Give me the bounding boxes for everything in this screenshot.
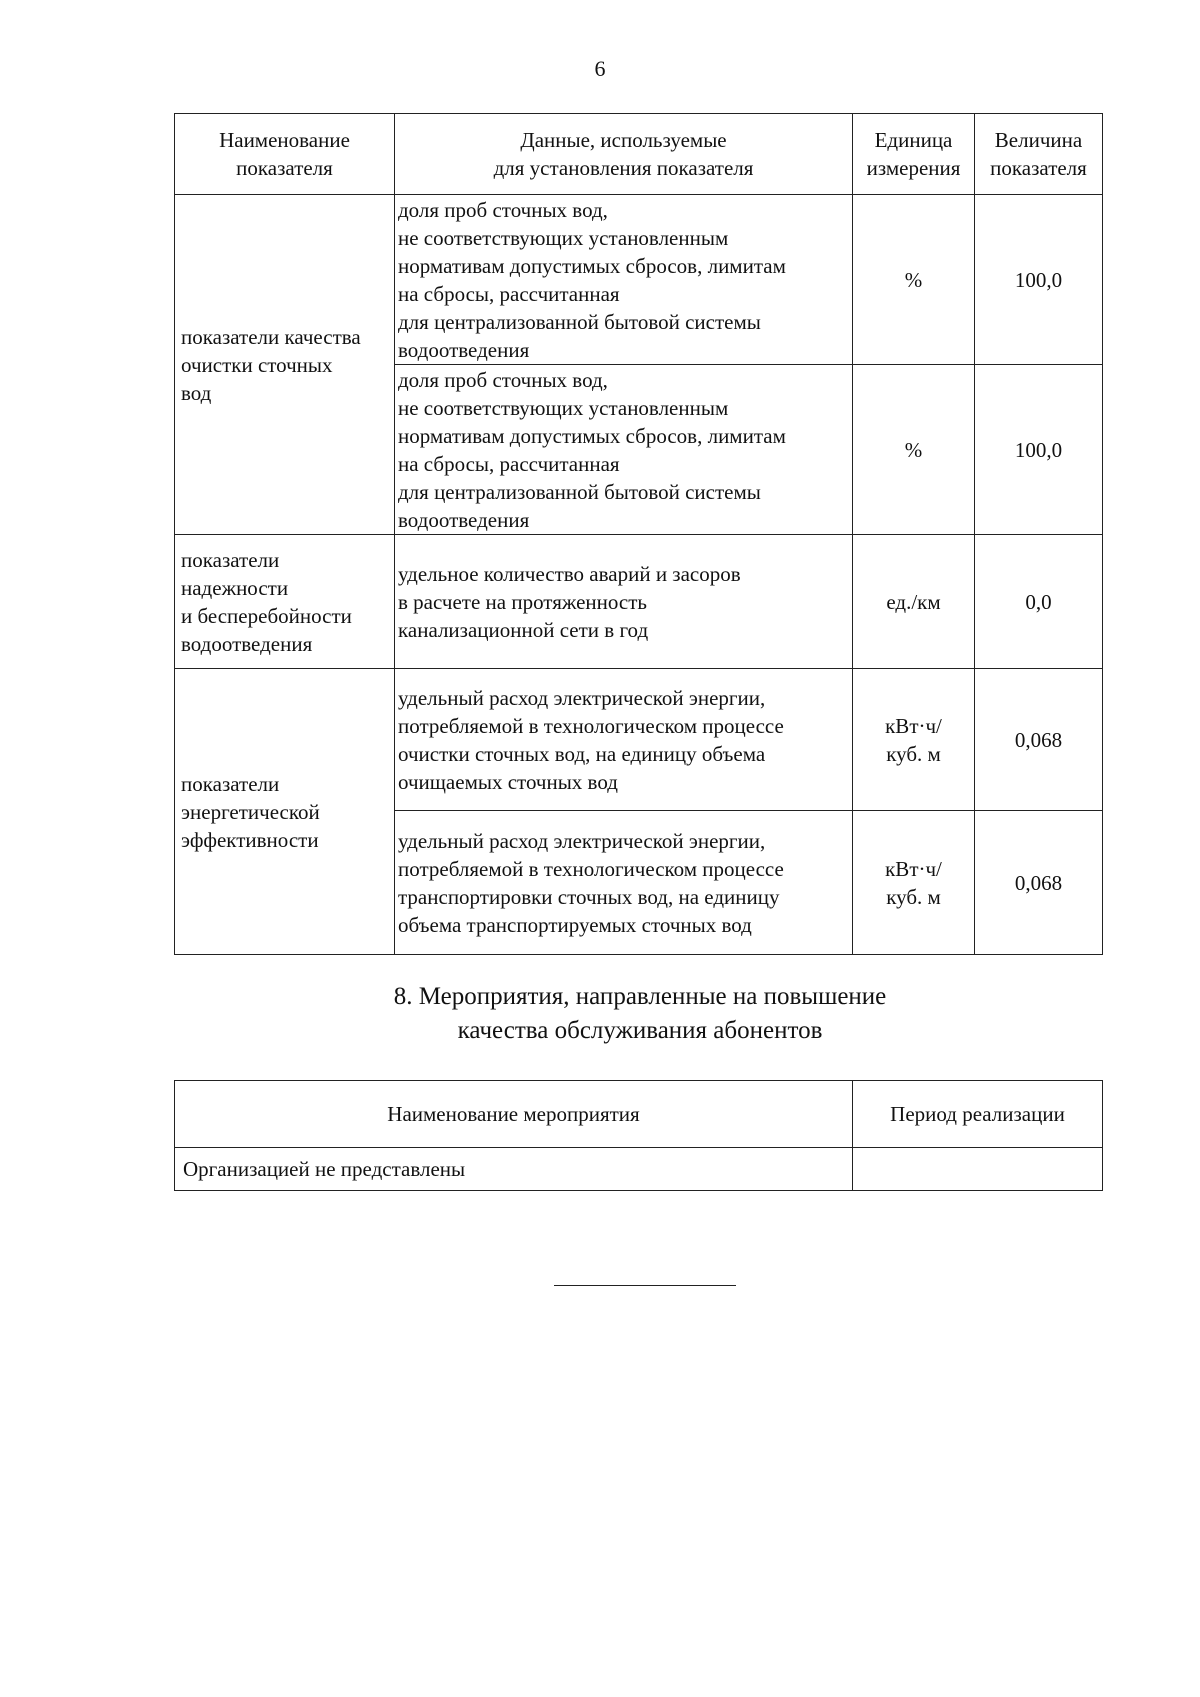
header-measure-name: Наименование мероприятия — [175, 1081, 853, 1148]
indicator-description: удельное количество аварий и засоров в расчете на протяженность канализационной сети в год — [395, 535, 853, 669]
end-separator-line — [554, 1285, 736, 1286]
indicator-description: удельный расход электрической энергии, потребляемой в технологическом процессе очистки сточных вод, на единицу объема очищаемых сточных вод — [395, 669, 853, 811]
header-period: Период реализации — [853, 1081, 1103, 1148]
indicator-value: 100,0 — [975, 365, 1103, 535]
header-unit: Единица измерения — [853, 114, 975, 195]
header-source-data: Данные, используемые для установления показателя — [395, 114, 853, 195]
measure-period — [853, 1148, 1103, 1191]
table-row — [175, 195, 1103, 365]
table-row — [175, 669, 1103, 811]
indicator-group-name: показатели качества очистки сточных вод — [175, 195, 395, 535]
indicator-unit: % — [853, 365, 975, 535]
indicator-group-name: показатели энергетической эффективности — [175, 669, 395, 955]
indicator-unit: ед./км — [853, 535, 975, 669]
indicator-unit: кВт·ч/ куб. м — [853, 669, 975, 811]
measures-table — [174, 1080, 1103, 1191]
indicator-group-name: показатели надежности и бесперебойности водоотведения — [175, 535, 395, 669]
indicator-description: доля проб сточных вод, не соответствующих установленным нормативам допустимых сбросов, лимитам на сбросы, рассчитанная для централизованной бытовой системы водоотведения — [395, 365, 853, 535]
page-number: 6 — [594, 56, 606, 81]
measure-name: Организацией не представлены — [175, 1148, 853, 1191]
header-value: Величина показателя — [975, 114, 1103, 195]
indicator-value: 0,068 — [975, 669, 1103, 811]
indicator-unit: % — [853, 195, 975, 365]
indicators-header-row — [175, 114, 1103, 195]
indicator-description: удельный расход электрической энергии, потребляемой в технологическом процессе транспортировки сточных вод, на единицу объема транспортируемых сточных вод — [395, 811, 853, 955]
indicator-unit: кВт·ч/ куб. м — [853, 811, 975, 955]
indicator-value: 0,068 — [975, 811, 1103, 955]
table-row — [175, 1148, 1103, 1191]
table-row — [175, 535, 1103, 669]
indicator-value: 100,0 — [975, 195, 1103, 365]
header-indicator-name: Наименование показателя — [175, 114, 395, 195]
indicator-value: 0,0 — [975, 535, 1103, 669]
indicator-description: доля проб сточных вод, не соответствующих установленным нормативам допустимых сбросов, лимитам на сбросы, рассчитанная для централизованной бытовой системы водоотведения — [395, 195, 853, 365]
section-title: 8. Мероприятия, направленные на повышение качества обслуживания абонентов — [393, 983, 887, 1044]
measures-header-row — [175, 1081, 1103, 1148]
indicators-table — [174, 113, 1103, 955]
